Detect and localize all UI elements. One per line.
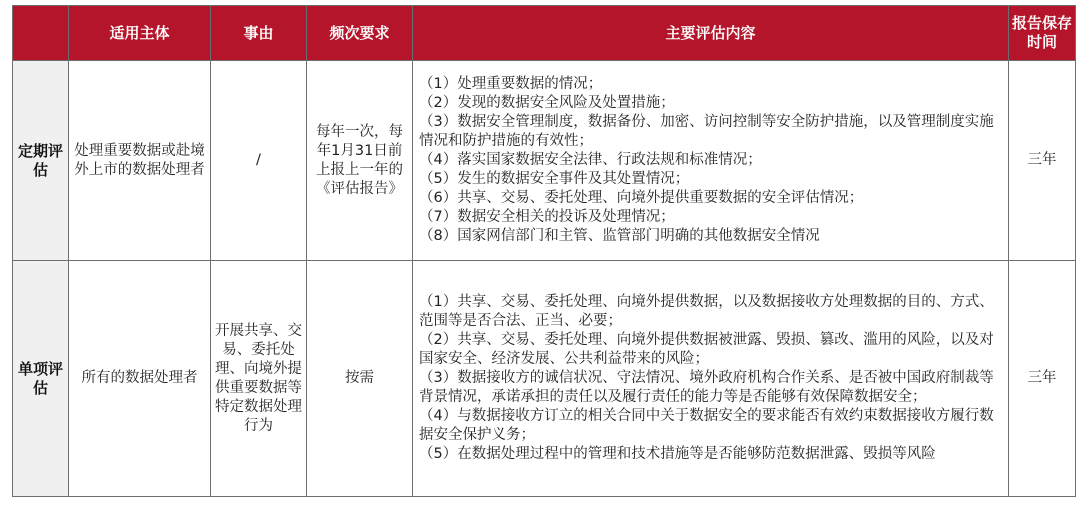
list-item: （2）共享、交易、委托处理、向境外提供数据被泄露、毁损、篡改、滥用的风险，以及对国家安全、经济发展、公共利益带来的风险； bbox=[419, 332, 994, 367]
data-security-assessment-table bbox=[12, 5, 1076, 497]
row-category: 单项评估 bbox=[13, 261, 69, 497]
list-item: （6）共享、交易、委托处理、向境外提供重要数据的安全评估情况； bbox=[419, 190, 864, 206]
list-item: （2）发现的数据安全风险及处置措施； bbox=[419, 95, 675, 111]
row-retention: 三年 bbox=[1009, 261, 1076, 497]
list-item: （3）数据接收方的诚信状况、守法情况、境外政府机构合作关系、是否被中国政府制裁等背景情况，承诺承担的责任以及履行责任的能力等是否能够有效保障数据安全； bbox=[419, 370, 994, 405]
list-item: （1）处理重要数据的情况； bbox=[419, 76, 603, 92]
header-retention: 报告保存时间 bbox=[1009, 6, 1076, 61]
list-item: （5）在数据处理过程中的管理和技术措施等是否能够防范数据泄露、毁损等风险 bbox=[419, 446, 936, 462]
header-frequency: 频次要求 bbox=[307, 6, 413, 61]
row-frequency: 按需 bbox=[307, 261, 413, 497]
row-reason: 开展共享、交易、委托处理、向境外提供重要数据等特定数据处理行为 bbox=[211, 261, 307, 497]
header-category bbox=[13, 6, 69, 61]
list-item: （5）发生的数据安全事件及其处置情况； bbox=[419, 171, 690, 187]
list-item: （3）数据安全管理制度，数据备份、加密、访问控制等安全防护措施，以及管理制度实施情况和防护措施的有效性； bbox=[419, 114, 994, 149]
content-list bbox=[419, 293, 1004, 464]
list-item: （4）落实国家数据安全法律、行政法规和标准情况； bbox=[419, 152, 762, 168]
row-category: 定期评估 bbox=[13, 61, 69, 261]
row-reason: / bbox=[211, 61, 307, 261]
table-row-periodic bbox=[13, 61, 1076, 261]
header-reason: 事由 bbox=[211, 6, 307, 61]
list-item: （4）与数据接收方订立的相关合同中关于数据安全的要求能否有效约束数据接收方履行数据安全保护义务； bbox=[419, 408, 994, 443]
header-subject: 适用主体 bbox=[69, 6, 211, 61]
header-row bbox=[13, 6, 1076, 61]
row-frequency: 每年一次，每年1月31日前上报上一年的《评估报告》 bbox=[307, 61, 413, 261]
list-item: （8）国家网信部门和主管、监管部门明确的其他数据安全情况 bbox=[419, 228, 820, 244]
row-content bbox=[413, 261, 1009, 497]
row-retention: 三年 bbox=[1009, 61, 1076, 261]
content-list bbox=[419, 75, 1004, 246]
row-subject: 处理重要数据或赴境外上市的数据处理者 bbox=[69, 61, 211, 261]
row-content bbox=[413, 61, 1009, 261]
row-subject: 所有的数据处理者 bbox=[69, 261, 211, 497]
table-row-single bbox=[13, 261, 1076, 497]
list-item: （7）数据安全相关的投诉及处理情况； bbox=[419, 209, 675, 225]
list-item: （1）共享、交易、委托处理、向境外提供数据，以及数据接收方处理数据的目的、方式、范围等是否合法、正当、必要； bbox=[419, 294, 994, 329]
header-content: 主要评估内容 bbox=[413, 6, 1009, 61]
assessment-table-container bbox=[12, 5, 1076, 497]
